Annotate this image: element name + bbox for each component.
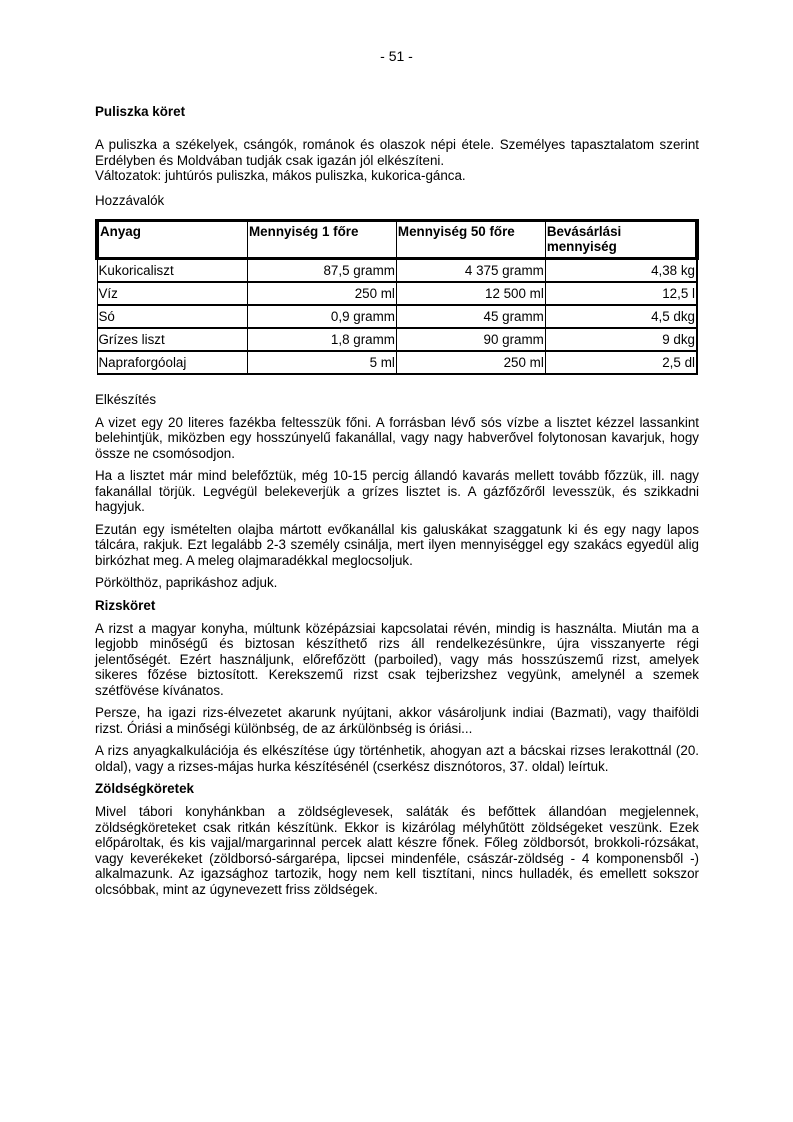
cell-shopping: 4,38 kg [545,259,697,283]
cell-qty-1: 250 ml [248,282,397,305]
serving-note: Pörkölthöz, paprikáshoz adjuk. [95,575,278,590]
preparation-paragraph: Ha a lisztet már mind belefőztük, még 10-15 percig állandó kavarás mellett tovább főzzük, ill. nagy fakanállal törjük. Legvégül belekeverjük a grízes lisztet is. A gázfőzőről levesszük, és szikkadni hagyjuk. [95,468,699,514]
header-anyag: Anyag [97,221,248,259]
cell-qty-50: 4 375 gramm [396,259,545,283]
table-header-row [97,221,697,259]
cell-qty-1: 1,8 gramm [248,328,397,351]
table-row [97,282,697,305]
cell-qty-1: 0,9 gramm [248,305,397,328]
preparation-paragraph: Ezután egy ismételten olajba mártott evőkanállal kis galuskákat szaggatunk ki és egy nagy lapos tálcára, rakjuk. Ezt legalább 2-3 személy csinálja, mert ilyen mennyiséggel egy szakács egyedül alig birkózhat meg. A meleg olajmaradékkal meglocsoljuk. [95,521,699,568]
cell-shopping: 12,5 l [545,282,697,305]
rizs-paragraph: A rizst a magyar konyha, múltunk középázsiai kapcsolatai révén, mindig is használta. Miután ma a legjobb minőségű és biztosan készíthető rizs áll rendelkezésünkre, újra visszanyerte régi jelentőségét. Ezért használjunk, előrefőzött (parboiled), vagy más hosszúszemű rizst, amelyek sikeres főzése biztosított. Kerekszemű rizst csak tejberizshez vegyünk, amelynél a szemek szétfövése kívánatos. [95,620,699,698]
cell-qty-50: 250 ml [396,351,545,374]
cell-qty-50: 45 gramm [396,305,545,328]
table-row [97,259,697,283]
intro-paragraph [95,137,699,184]
cell-shopping: 2,5 dl [545,351,697,374]
cell-ingredient: Só [97,305,248,328]
cell-qty-1: 5 ml [248,351,397,374]
document-body [95,104,699,897]
cell-shopping: 9 dkg [545,328,697,351]
zoldseg-paragraph: Mivel tábori konyhánkban a zöldséglevesek, saláták és befőttek állandóan megjelennek, zöldségköreteket csak ritkán készítünk. Ekkor is kizárólag mélyhűtött zöldségeket veszünk. Ezek előpároltak, és kis vajjal/margarinnal percek alatt készre főnek. Főleg zöldborsót, brokkoli-rózsákat, vagy keverékeket (zöldborsó-sárgarépa, lipcsei mindenféle, császár-zöldség - 4 komponensből -) alkalmazunk. Az igazsághoz tartozik, hogy nem kell tisztítani, nincs hulladék, és emellett sokszor olcsóbbak, mint az úgynevezett friss zöldségek. [95,804,699,897]
ingredients-label: Hozzávalók [95,192,165,208]
cell-ingredient: Víz [97,282,248,305]
cell-ingredient: Kukoricaliszt [97,259,248,283]
rizs-paragraph: A rizs anyagkalkulációja és elkészítése úgy történhetik, ahogyan azt a bácskai rizses lerakottnál (20. oldal), vagy a rizses-májas hurka készítésénél (cserkész disznótoros, 37. oldal) leírtuk. [95,743,699,774]
table-row [97,305,697,328]
cell-qty-50: 12 500 ml [396,282,545,305]
section-title-rizs: Rizsköret [95,597,156,613]
header-qty-1: Mennyiség 1 főre [248,221,397,259]
rizs-paragraph: Persze, ha igazi rizs-élvezetet akarunk nyújtani, akkor vásároljunk indiai (Bazmati), vagy thaiföldi rizst. Óriási a minőségi különbség, de az árkülönbség is óriási... [95,705,699,736]
section-title-puliszka: Puliszka köret [95,104,186,119]
cell-qty-1: 87,5 gramm [248,259,397,283]
cell-qty-50: 90 gramm [396,328,545,351]
table-row [97,351,697,374]
intro-line-2: Változatok: juhtúrós puliszka, mákos puliszka, kukorica-gánca. [95,168,466,183]
header-qty-50: Mennyiség 50 főre [396,221,545,259]
cell-ingredient: Grízes liszt [97,328,248,351]
intro-line-1: A puliszka a székelyek, csángók, románok és olaszok népi étele. Személyes tapasztalatom szerint Erdélyben és Moldvában tudják csak igazán jól elkészíteni. [95,137,699,168]
header-shopping-qty: Bevásárlási mennyiség [545,221,697,259]
cell-ingredient: Napraforgóolaj [97,351,248,374]
ingredients-table [95,219,699,375]
cell-shopping: 4,5 dkg [545,305,697,328]
preparation-paragraph: A vizet egy 20 literes fazékba feltesszük főni. A forrásban lévő sós vízbe a lisztet kézzel lassankint belehintjük, miközben egy hosszúnyelű fakanállal, vagy nagy habverővel folytonosan kavarjuk, hogy össze ne csomósodjon. [95,414,699,461]
table-row [97,328,697,351]
section-title-zoldseg: Zöldségköretek [95,781,194,796]
preparation-label: Elkészítés [95,392,157,407]
page-number: - 51 - [380,48,413,64]
